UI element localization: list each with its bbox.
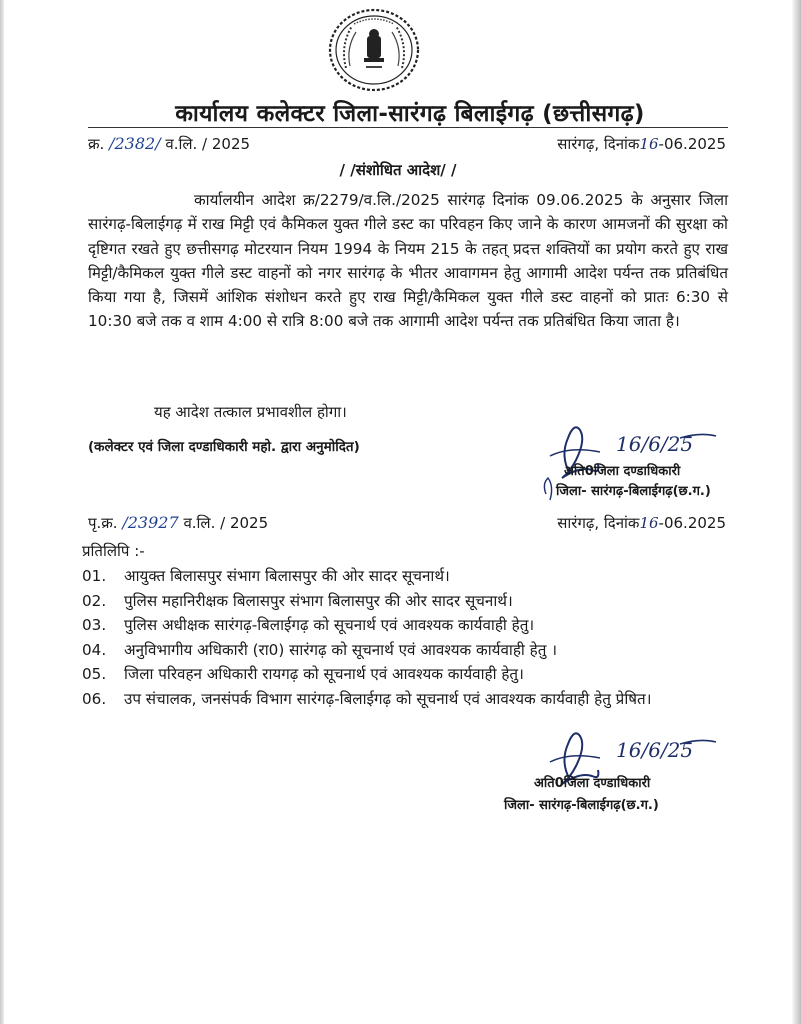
signature-2-district: जिला- सारंगढ़-बिलाईगढ़(छ.ग.) bbox=[504, 798, 659, 813]
copy-item bbox=[82, 589, 742, 614]
copy-item-text: उप संचालक, जनसंपर्क विभाग सारंगढ़-बिलाईगढ़ को सूचनार्थ एवं आवश्यक कार्यवाही हेतु प्रेषित। bbox=[124, 689, 652, 708]
reference-number: /2382/ bbox=[109, 134, 161, 153]
page-edge-right bbox=[792, 0, 801, 1024]
order-body bbox=[88, 188, 728, 334]
copy-item-text: अनुविभागीय अधिकारी (रा0) सारंगढ़ को सूचनार्थ एवं आवश्यक कार्यवाही हेतु । bbox=[124, 640, 557, 659]
endorsement-date-day: 16 bbox=[639, 514, 659, 532]
copy-list bbox=[82, 564, 742, 711]
signature-1-designation: अति0जिला दण्डाधिकारी bbox=[564, 464, 681, 479]
endorsement-reference bbox=[88, 513, 268, 533]
copy-item-number: 04. bbox=[82, 640, 107, 659]
copy-item bbox=[82, 662, 742, 687]
approval-note: (कलेक्टर एवं जिला दण्डाधिकारी महो. द्वारा अनुमोदित) bbox=[88, 439, 360, 455]
copy-item bbox=[82, 613, 742, 638]
copy-item-text: आयुक्त बिलासपुर संभाग बिलासपुर की ओर सादर सूचनार्थ। bbox=[124, 567, 450, 585]
endorsement-row bbox=[88, 513, 726, 533]
signature-2-designation: अति0जिला दण्डाधिकारी bbox=[534, 776, 651, 791]
reference-dept-year: व.लि. / 2025 bbox=[165, 135, 251, 153]
copy-item-text: पुलिस अधीक्षक सारंगढ़-बिलाईगढ़ को सूचनार्थ एवं आवश्यक कार्यवाही हेतु। bbox=[124, 616, 535, 634]
date-day-handwritten: 16 bbox=[639, 135, 659, 153]
copy-item bbox=[82, 564, 742, 589]
date-prefix: सारंगढ़, दिनांक bbox=[557, 135, 640, 153]
order-date bbox=[557, 134, 726, 154]
signature-2-date: 16/6/25 bbox=[616, 738, 694, 762]
copy-item-number: 02. bbox=[82, 591, 107, 610]
signature-1-district: जिला- सारंगढ़-बिलाईगढ़(छ.ग.) bbox=[556, 484, 711, 499]
copy-label: प्रतिलिपि :- bbox=[82, 542, 145, 560]
copy-item-number: 06. bbox=[82, 689, 107, 708]
endorsement-date-prefix: सारंगढ़, दिनांक bbox=[557, 514, 640, 532]
order-body-text: के अनुसार जिला सारंगढ़-बिलाईगढ़ में राख मिट्टी एवं कैमिकल युक्त गीले डस्ट का परिवहन किए जाने के कारण आमजनों की सुरक्षा को दृष्टिगत रखते हुए छत्तीसगढ़ मोटरयान नियम 1994 के नियम 215 के तहत् प्रदत्त शक्तियों का प्रयोग करते हुए राख मिट्टी/कैमिकल युक्त गीले डस्ट वाहनों को नगर सारंगढ़ के भीतर आवागमन हेतु आगामी आदेश पर्यन्त तक प्रतिबंधित किया गया है, जिसमें आंशिक संशोधन करते हुए राख मिट्टी/कैमिकल युक्त गीले डस्ट वाहनों को प्रातः 6:30 से 10:30 बजे तक व शाम 4:00 से रात्रि 8:00 बजे तक आगामी आदेश पर्यन्त तक प्रतिबंधित किया जाता है। bbox=[88, 191, 728, 331]
office-title: कार्यालय कलेक्टर जिला-सारंगढ़ बिलाईगढ़ (छत्तीसगढ़) bbox=[175, 101, 645, 127]
document-page bbox=[4, 0, 792, 1024]
copy-item-number: 03. bbox=[82, 616, 107, 634]
copy-item-number: 01. bbox=[82, 567, 107, 585]
copy-item bbox=[82, 638, 742, 663]
endorsement-date-rest: -06.2025 bbox=[658, 514, 726, 532]
endorsement-prefix: पृ.क्र. bbox=[88, 514, 118, 532]
order-reference bbox=[88, 134, 250, 154]
order-body-lead: कार्यालयीन आदेश क्र/2279/व.लि./2025 सारंगढ़ दिनांक 09.06.2025 bbox=[194, 191, 624, 209]
endorsement-dept-year: व.लि. / 2025 bbox=[183, 514, 269, 532]
endorsement-date bbox=[557, 513, 726, 533]
effective-line: यह आदेश तत्काल प्रभावशील होगा। bbox=[154, 403, 347, 421]
copy-item bbox=[82, 687, 742, 712]
reference-prefix: क्र. bbox=[88, 135, 105, 153]
copy-item-text: जिला परिवहन अधिकारी रायगढ़ को सूचनार्थ एवं आवश्यक कार्यवाही हेतु। bbox=[124, 665, 524, 683]
endorsement-number: /23927 bbox=[122, 513, 179, 532]
reference-row bbox=[88, 134, 726, 154]
copy-item-number: 05. bbox=[82, 665, 107, 683]
title-underline bbox=[88, 127, 728, 128]
date-rest: -06.2025 bbox=[658, 135, 726, 153]
order-heading: / /संशोधित आदेश/ / bbox=[339, 161, 457, 179]
signature-1-date: 16/6/25 bbox=[616, 432, 694, 456]
copy-item-text: पुलिस महानिरीक्षक बिलासपुर संभाग बिलासपुर की ओर सादर सूचनार्थ। bbox=[124, 591, 513, 610]
government-emblem-icon bbox=[324, 6, 424, 94]
